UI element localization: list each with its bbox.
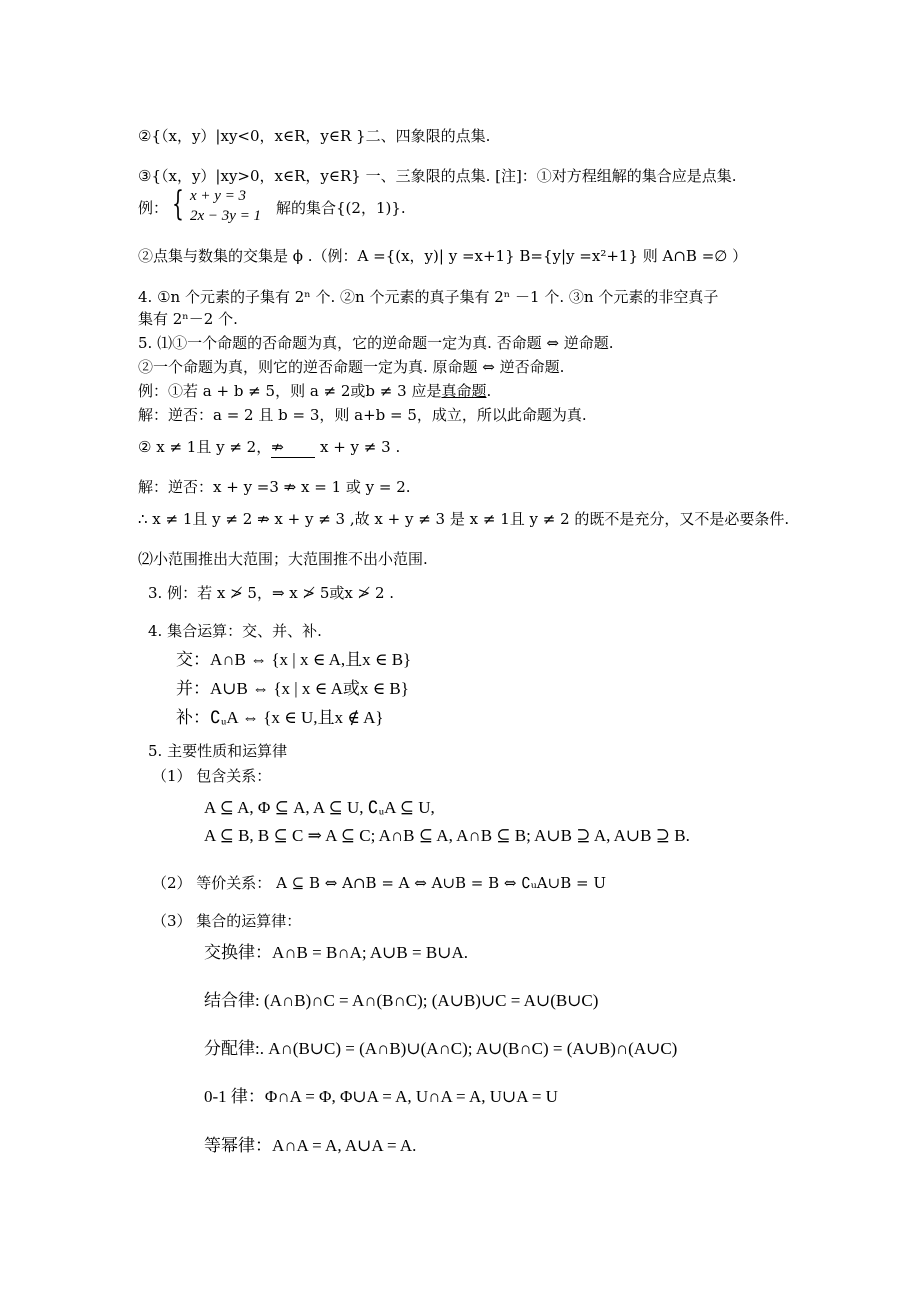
- line-conclusion: ∴ x ≠ 1且 y ≠ 2 ⇏ x + y ≠ 3 ,故 x + y ≠ 3 是 x ≠ 1且 y ≠ 2 的既不是充分，又不是必要条件.: [138, 510, 790, 528]
- line-example-2: [138, 437, 400, 458]
- line-proposition-2: ②一个命题为真，则它的逆否命题一定为真. 原命题 ⇔ 逆否命题.: [138, 358, 565, 376]
- line-associative-law: 结合律: (A∩B)∩C = A∩(B∩C); (A∪B)∪C = A∪(B∪C): [204, 991, 599, 1010]
- line-example-system-prefix: 例：: [138, 199, 169, 217]
- line-inclusion-heading: （1） 包含关系：: [152, 767, 272, 785]
- line-intersection-def: 交：A∩B ⇔ {x | x ∈ A,且x ∈ B}: [176, 650, 412, 669]
- not-implies-arrow: ⇏: [271, 437, 315, 458]
- line-set-operations: 4. 集合运算：交、并、补.: [148, 622, 322, 640]
- line-distributive-law: 分配律:. A∩(B∪C) = (A∩B)∪(A∩C); A∪(B∩C) = (A∪B)∩(A∪C): [204, 1039, 678, 1058]
- example-2-text: ② x ≠ 1且 y ≠ 2，: [138, 438, 272, 456]
- line-example-3: 3. 例：若 x ≯ 5，⇒ x ≯ 5或x ≯ 2 .: [148, 584, 395, 602]
- line-solution-contrapositive: 解：逆否：a = 2 且 b = 3，则 a+b = 5，成立，所以此命题为真.: [138, 406, 587, 424]
- example-proposition-text: 例：①若 a + b ≠ 5，则 a ≠ 2或b ≠ 3 应是: [138, 382, 442, 400]
- line-main-properties: 5. 主要性质和运算律: [148, 742, 288, 760]
- equation-1: x + y = 3: [190, 188, 247, 204]
- line-example-system-suffix: 解的集合{(2，1)}.: [276, 199, 406, 217]
- line-subset-count-cont: 集有 2ⁿ－2 个.: [138, 310, 238, 328]
- line-union-def: 并：A∪B ⇔ {x | x ∈ A或x ∈ B}: [176, 679, 409, 698]
- line-equivalence: （2） 等价关系： A ⊆ B ⇔ A∩B = A ⇔ A∪B = B ⇔ ∁ᵤA∪B = U: [152, 874, 606, 892]
- example-proposition-end: .: [486, 382, 492, 400]
- line-quadrant-1-3: ③{（x，y）|xy>0，x∈R，y∈R} 一、三象限的点集. [注]：①对方程组解的集合应是点集.: [138, 167, 737, 185]
- line-point-set-intersection: ②点集与数集的交集是 ϕ .（例：A ={(x，y)| y =x+1} B={y|y =x²+1} 则 A∩B =∅ ）: [138, 247, 748, 265]
- line-idempotent-law: 等幂律：A∩A = A, A∪A = A.: [204, 1136, 417, 1155]
- line-subset-count: 4. ①n 个元素的子集有 2ⁿ 个. ②n 个元素的真子集有 2ⁿ －1 个. ③n 个元素的非空真子: [138, 288, 719, 306]
- line-range-rule: ⑵小范围推出大范围；大范围推不出小范围.: [138, 550, 428, 568]
- line-inclusion-1: A ⊆ A, Φ ⊆ A, A ⊆ U, ∁ᵤA ⊆ U,: [204, 798, 435, 817]
- line-zero-one-law: 0-1 律：Φ∩A = Φ, Φ∪A = A, U∩A = A, U∪A = U: [204, 1087, 558, 1106]
- equation-system: [190, 186, 261, 226]
- system-brace: {: [172, 184, 184, 224]
- true-proposition-underlined: 真命题: [441, 382, 487, 400]
- line-operation-laws-heading: （3） 集合的运算律：: [152, 912, 302, 930]
- line-example-proposition: [138, 381, 491, 401]
- line-proposition-1: 5. ⑴①一个命题的否命题为真，它的逆命题一定为真. 否命题 ⇔ 逆命题.: [138, 334, 614, 352]
- line-complement-def: 补：∁ᵤA ⇔ {x ∈ U,且x ∉ A}: [176, 708, 384, 727]
- line-quadrant-2-4: ②{（x，y）|xy<0，x∈R，y∈R }二、四象限的点集.: [138, 127, 491, 145]
- equation-2: 2x − 3y = 1: [190, 208, 262, 224]
- line-solution-2: 解：逆否：x + y =3 ⇏ x = 1 或 y = 2.: [138, 478, 411, 496]
- example-2-end: x + y ≠ 3 .: [315, 438, 401, 456]
- line-commutative-law: 交换律：A∩B = B∩A; A∪B = B∪A.: [204, 943, 468, 962]
- line-inclusion-2: A ⊆ B, B ⊆ C ⇒ A ⊆ C; A∩B ⊆ A, A∩B ⊆ B; A∪B ⊇ A, A∪B ⊇ B.: [204, 826, 690, 845]
